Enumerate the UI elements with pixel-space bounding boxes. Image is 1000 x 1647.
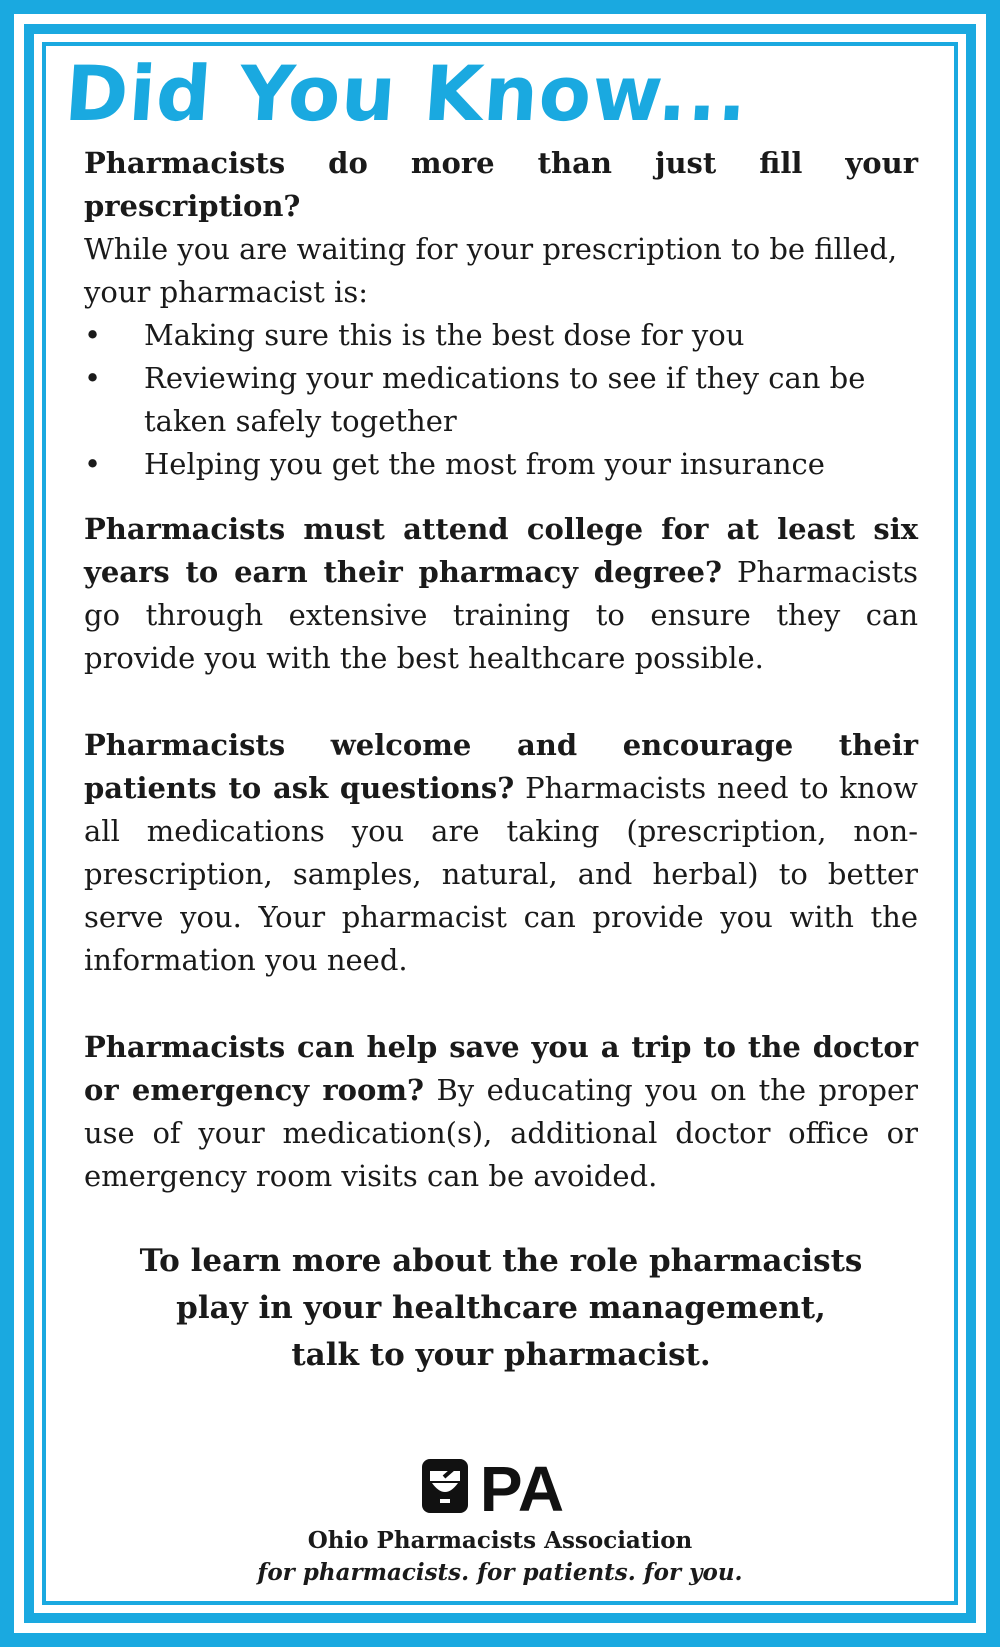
opa-logo	[420, 1455, 580, 1517]
bullet-glyph: •	[84, 361, 102, 395]
section-intro: While you are waiting for your prescription to be filled, your pharmacist is:	[84, 232, 898, 309]
section-lead: Pharmacists do more than just fill your prescription?	[84, 146, 918, 223]
list-item	[84, 357, 918, 443]
closing-line: talk to your pharmacist.	[291, 1337, 711, 1373]
list-item	[84, 314, 918, 357]
section-lead: Pharmacists can help save you a trip to the doctor or emergency room?	[84, 1030, 918, 1107]
bullet-glyph: •	[84, 318, 102, 352]
section-body: Pharmacists go through extensive training to ensure they can provide you with the best healthcare possible.	[84, 555, 919, 675]
section-lead: Pharmacists welcome and encourage their patients to ask questions?	[84, 728, 918, 805]
list-item-text: Reviewing your medications to see if they can be taken safely together	[144, 361, 866, 438]
section-college	[84, 508, 918, 680]
closing-message	[84, 1238, 918, 1379]
list-item	[84, 443, 918, 486]
closing-line: play in your healthcare management,	[176, 1290, 826, 1326]
closing-line: To learn more about the role pharmacists	[139, 1243, 863, 1279]
logo-letters: PA	[479, 1455, 565, 1517]
mortar-and-pestle-icon	[422, 1459, 468, 1513]
footer	[0, 1455, 1000, 1589]
section-ask-questions	[84, 724, 918, 982]
tagline: for pharmacists. for patients. for you.	[257, 1559, 743, 1586]
bullet-glyph: •	[84, 447, 102, 481]
org-name: Ohio Pharmacists Association	[307, 1527, 693, 1554]
section-body: Pharmacists need to know all medications you are taking (prescription, non-prescription, samples, natural, and herbal) to better serve you. Your pharmacist can provide you with the information you need.	[84, 771, 918, 977]
section-body: By educating you on the proper use of your medication(s), additional doctor office or emergency room visits can be avoided.	[84, 1073, 918, 1193]
list-item-text: Helping you get the most from your insurance	[144, 447, 825, 481]
bullet-list	[84, 314, 918, 486]
section-lead: Pharmacists must attend college for at least six years to earn their pharmacy degree?	[84, 512, 918, 589]
page-title: Did You Know...	[62, 49, 752, 138]
list-item-text: Making sure this is the best dose for you	[144, 318, 745, 352]
main-content	[62, 48, 919, 1379]
section-save-trip	[84, 1026, 918, 1198]
section-fill-prescription	[84, 142, 918, 486]
